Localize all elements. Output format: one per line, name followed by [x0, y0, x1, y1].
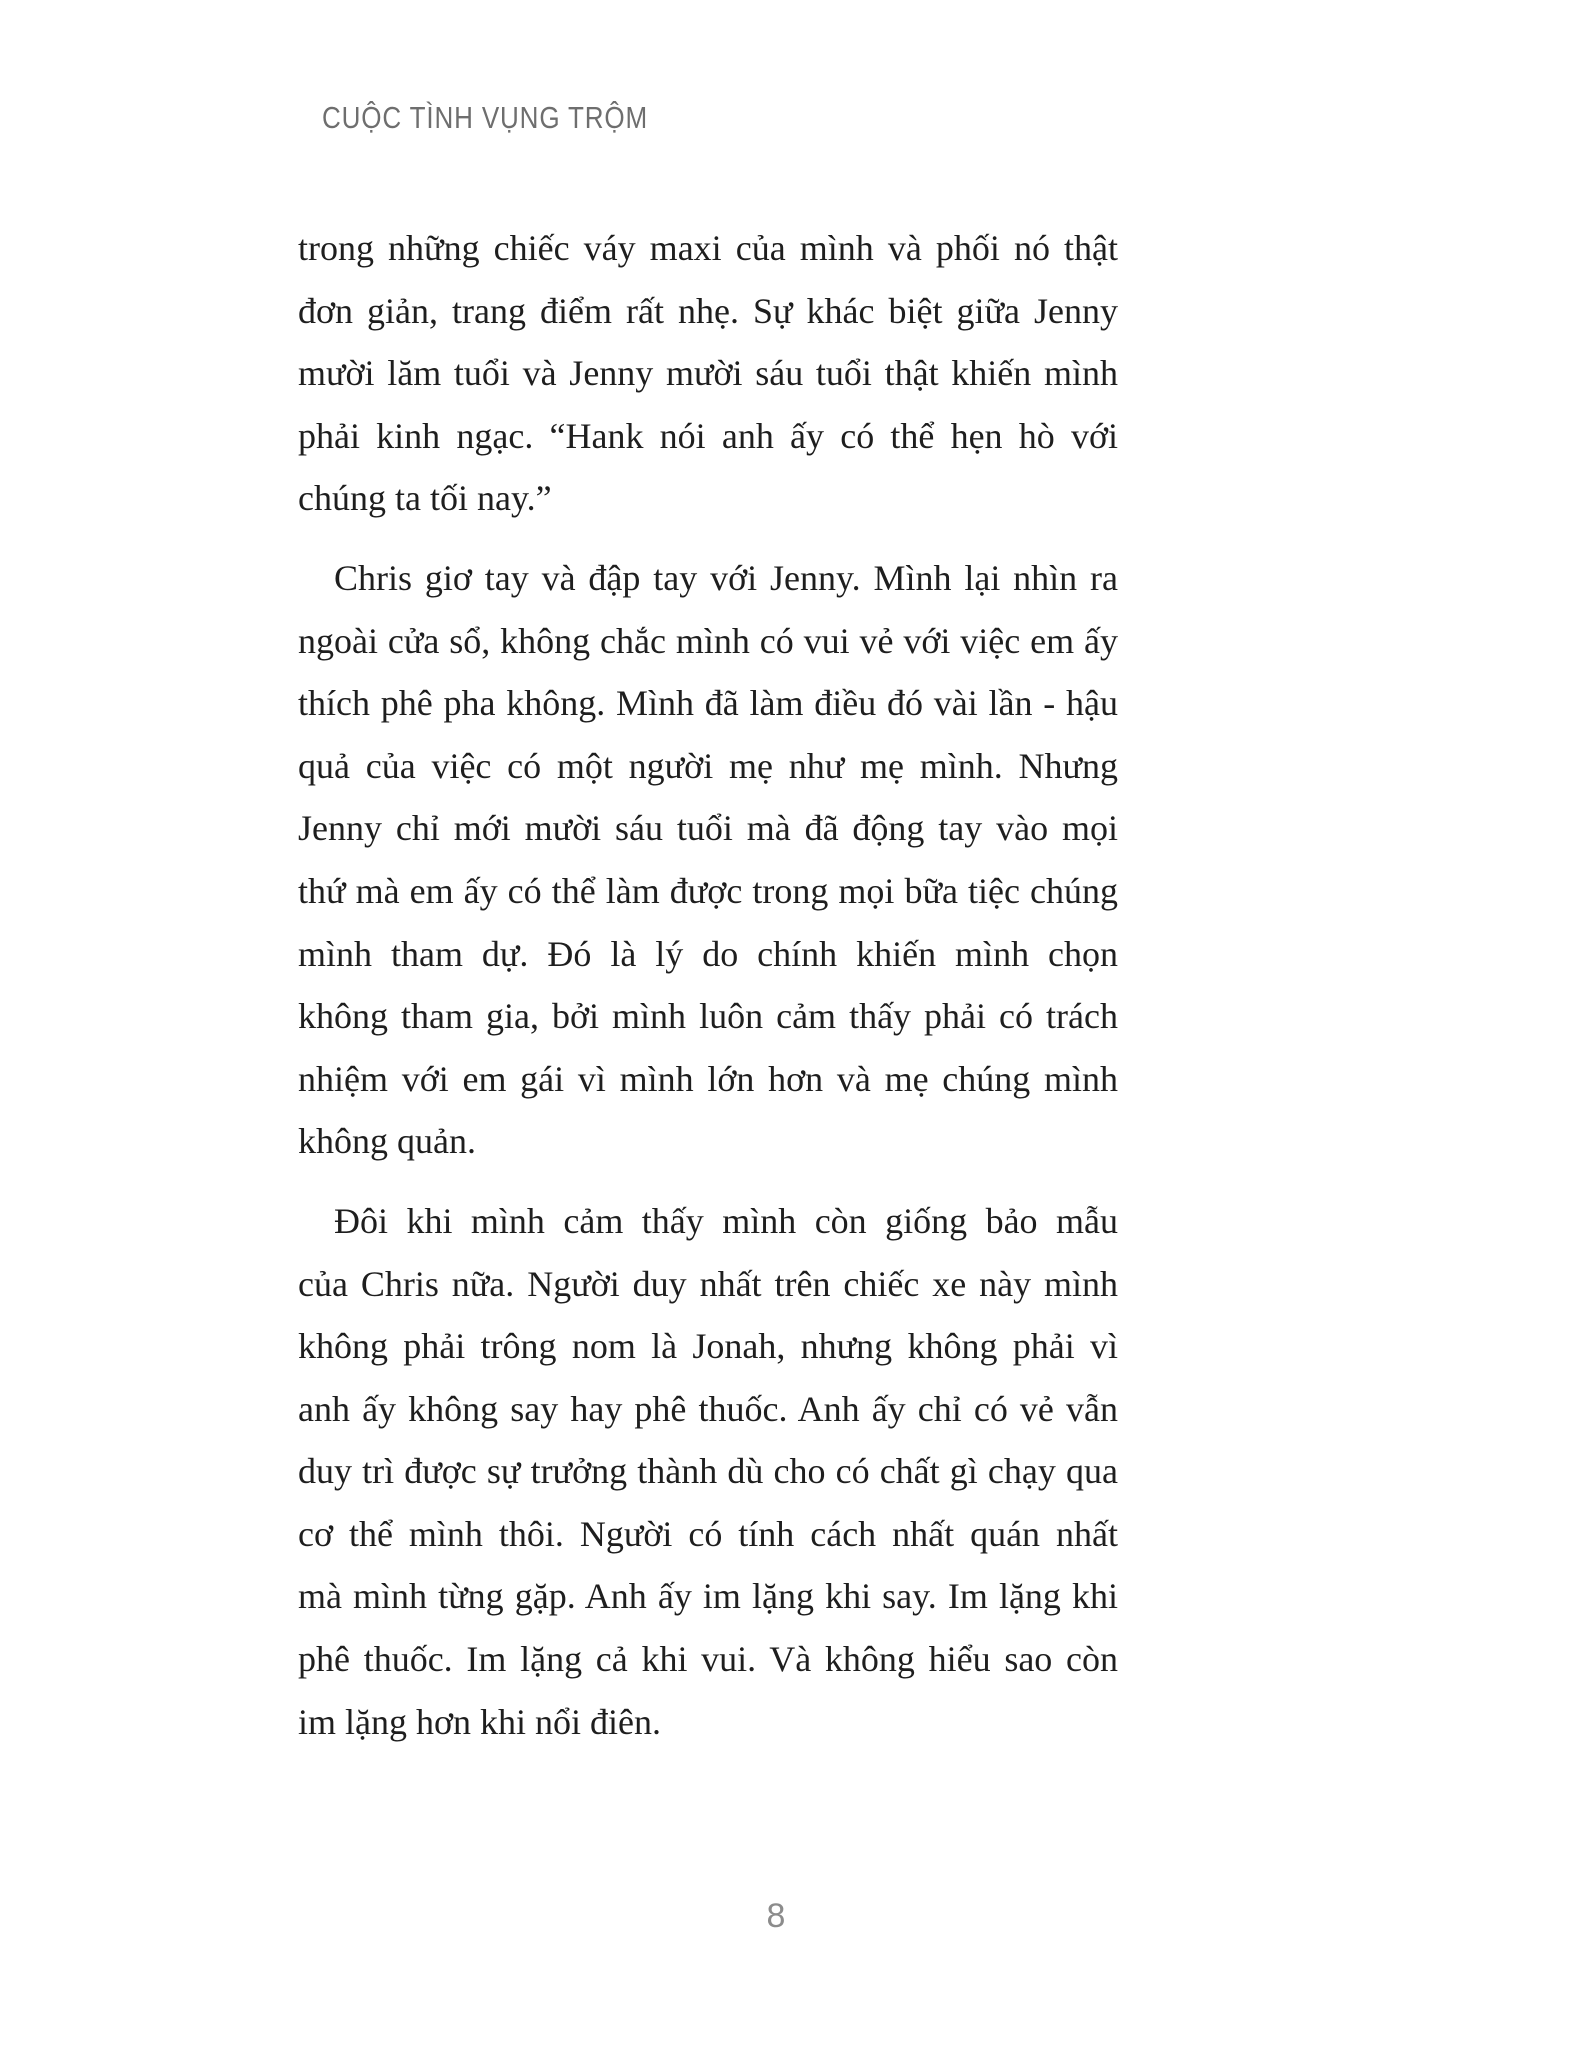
- text-line: không phải trông nom là Jonah, nhưng không phải vì: [298, 1326, 1118, 1367]
- text-line: Jenny chỉ mới mười sáu tuổi mà đã động tay vào mọi: [298, 808, 1118, 849]
- text-line: mười lăm tuổi và Jenny mười sáu tuổi thật khiến mình: [298, 353, 1118, 394]
- text-line: cơ thể mình thôi. Người có tính cách nhất quán nhất: [298, 1513, 1118, 1554]
- text-line: thứ mà em ấy có thể làm được trong mọi bữa tiệc chúng: [298, 870, 1118, 911]
- text-line: không tham gia, bởi mình luôn cảm thấy phải có trách: [298, 996, 1118, 1037]
- text-line: chúng ta tối nay.”: [298, 478, 552, 519]
- paragraph-2: [298, 547, 1118, 1173]
- text-line: Chris giơ tay và đập tay với Jenny. Mình lại nhìn ra: [334, 557, 1118, 598]
- paragraph-1: [298, 217, 1118, 530]
- page-number: 8: [766, 1897, 786, 1935]
- text-line: phải kinh ngạc. “Hank nói anh ấy có thể hẹn hò với: [298, 415, 1118, 456]
- paragraph-3: [298, 1190, 1118, 1753]
- text-line: quả của việc có một người mẹ như mẹ mình. Nhưng: [298, 745, 1118, 786]
- text-line: mình tham dự. Đó là lý do chính khiến mình chọn: [298, 933, 1118, 974]
- text-line: im lặng hơn khi nổi điên.: [298, 1701, 662, 1742]
- text-line: của Chris nữa. Người duy nhất trên chiếc xe này mình: [298, 1263, 1118, 1304]
- text-line: nhiệm với em gái vì mình lớn hơn và mẹ chúng mình: [298, 1058, 1118, 1099]
- running-header: CUỘC TÌNH VỤNG TRỘM: [322, 100, 649, 135]
- text-line: Đôi khi mình cảm thấy mình còn giống bảo mẫu: [334, 1200, 1118, 1241]
- text-line: duy trì được sự trưởng thành dù cho có chất gì chạy qua: [298, 1451, 1118, 1492]
- text-line: trong những chiếc váy maxi của mình và phối nó thật: [298, 228, 1118, 268]
- text-line: mà mình từng gặp. Anh ấy im lặng khi say. Im lặng khi: [298, 1576, 1118, 1617]
- text-line: ngoài cửa sổ, không chắc mình có vui vẻ với việc em ấy: [298, 620, 1118, 661]
- text-line: đơn giản, trang điểm rất nhẹ. Sự khác biệt giữa Jenny: [298, 290, 1118, 331]
- text-line: không quản.: [298, 1121, 476, 1162]
- body-text: [298, 217, 1118, 1753]
- text-line: anh ấy không say hay phê thuốc. Anh ấy chỉ có vẻ vẫn: [298, 1388, 1118, 1429]
- text-line: phê thuốc. Im lặng cả khi vui. Và không hiểu sao còn: [298, 1639, 1118, 1680]
- text-line: thích phê pha không. Mình đã làm điều đó vài lần - hậu: [298, 683, 1118, 724]
